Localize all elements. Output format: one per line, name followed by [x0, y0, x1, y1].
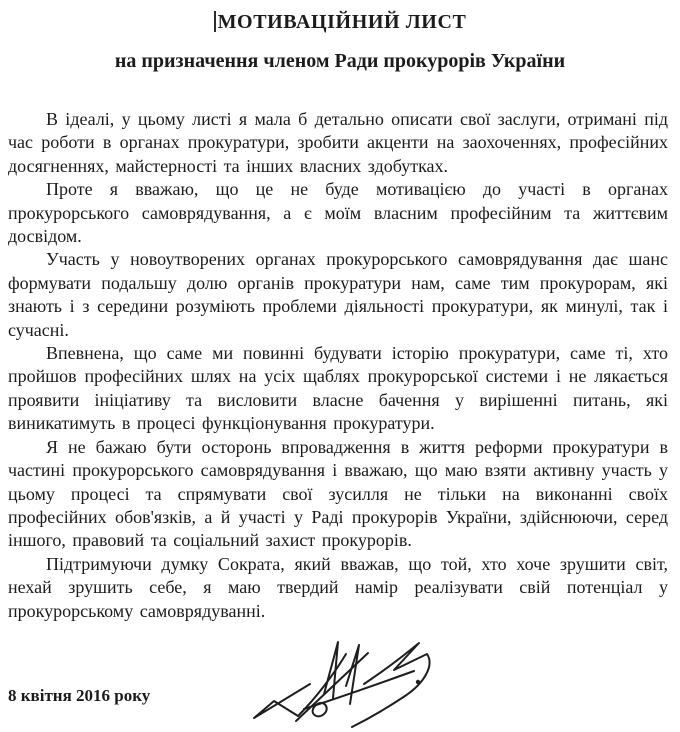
signature-dot: [416, 680, 420, 684]
paragraph: В ідеалі, у цьому листі я мала б детально описати свої заслуги, отримані під час роботи в органах прокуратури, зробити акценти на заохоченнях, професійних досягненнях, майстерності та інших власних здобутках.: [8, 109, 668, 176]
document-subtitle: на призначення членом Ради прокурорів України: [114, 50, 566, 72]
paragraph: Проте я вважаю, що це не буде мотивацією до участі в органах прокурорського самоврядування, а є моїм власним професійним та життєвим досвідом.: [8, 179, 668, 247]
handwritten-signature: [246, 628, 474, 732]
paragraph: Я не бажаю бути осторонь впровадження в життя реформи прокуратури в частині прокурорського самоврядування і вважаю, що маю взяти активну участь у цьому процесі та спрямувати свої зусилля не тільки на виконанні своїх професійних обов'язків, а й участі у Раді прокурорів України, здійснюючи, серед іншого, правовий та соціальний захист прокурорів.: [8, 436, 668, 551]
text-cursor: [214, 11, 216, 32]
document-title: [0, 0, 680, 34]
letter-date: 8 квітня 2016 року: [8, 686, 151, 705]
paragraph: Участь у новоутворених органах прокурорського самоврядування дає шанс формувати подальшу долю органів прокуратури нам, саме тим прокурорам, які знають і з середини розуміють проблеми діяльності прокуратури, як минулі, так і сучасні.: [8, 249, 668, 340]
paragraph: Впевнена, що саме ми повинні будувати історію прокуратури, саме ті, хто пройшов професійних шлях на усіх щаблях прокурорської системи і не лякається проявити ініціативу та висловити власне бачення у вирішенні питань, які виникатимуть в процесі функціонування прокуратури.: [8, 343, 668, 434]
paragraph: Підтримуючи думку Сократа, який вважав, що той, хто хоче зрушити світ, нехай зрушить себе, я маю твердий намір реалізувати свій потенціал у прокурорському самоврядуванні.: [8, 553, 668, 621]
letter-body: [8, 108, 668, 623]
document-title-text: МОТИВАЦІЙНИЙ ЛИСТ: [217, 11, 467, 33]
